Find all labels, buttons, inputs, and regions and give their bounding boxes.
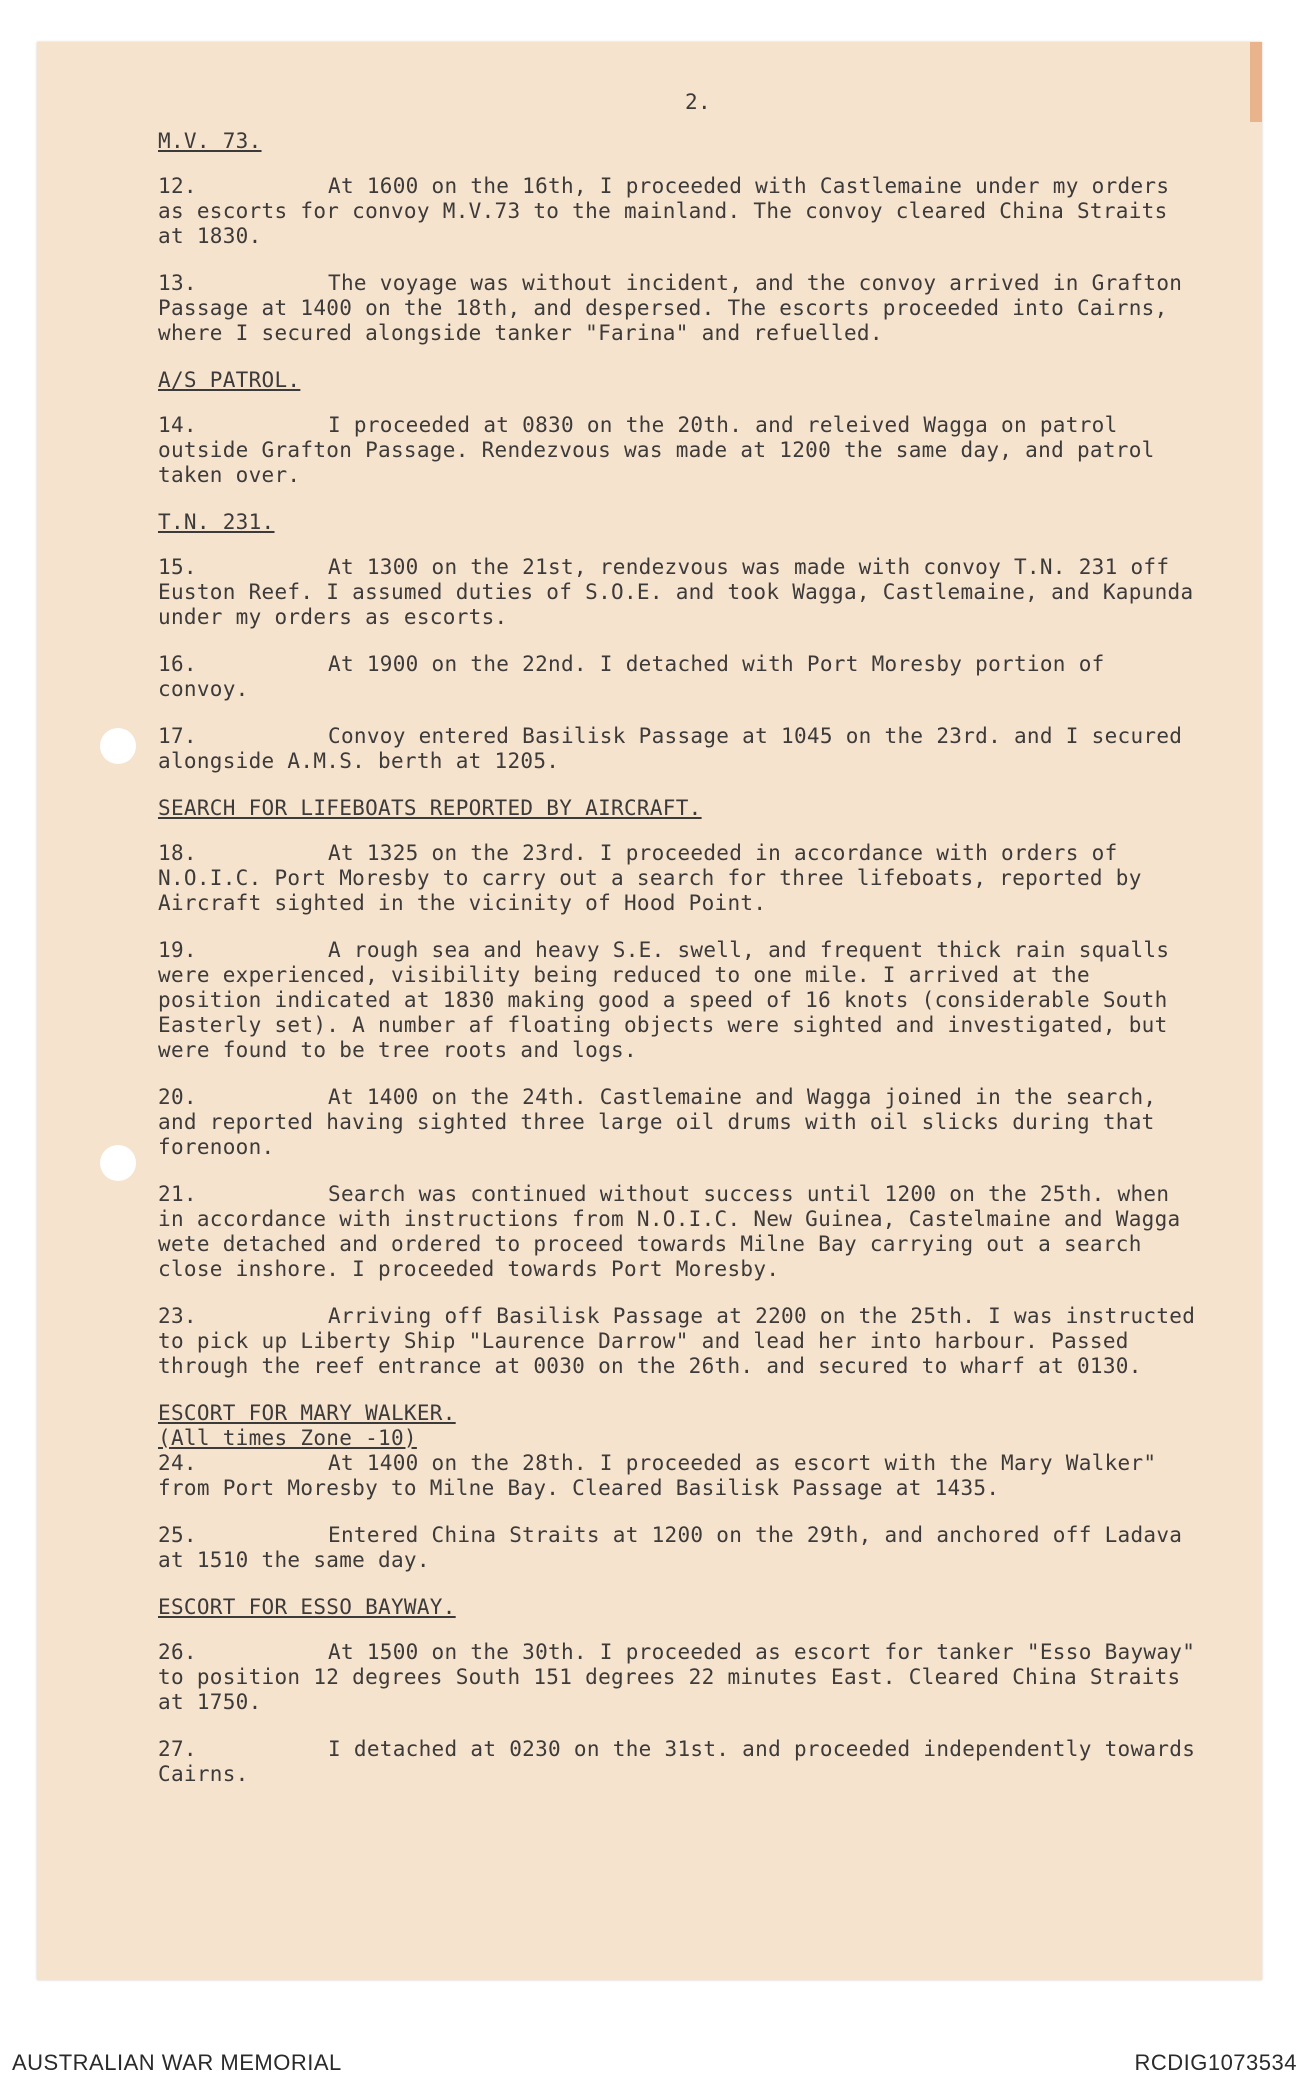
paragraph-text: At 1600 on the 16th, I proceeded with Castlemaine under my orders as escorts for convoy M.V.73 to the mainland. The convoy cleared China Straits at 1830. bbox=[158, 174, 1170, 248]
paragraph-number: 15. bbox=[158, 555, 197, 579]
paragraph-text: At 1400 on the 24th. Castlemaine and Wagga joined in the search, and reported having sighted three large oil drums with oil slicks during that forenoon. bbox=[158, 1085, 1157, 1159]
section-heading: ESCORT FOR ESSO BAYWAY. bbox=[158, 1595, 456, 1619]
footer-archive-name: AUSTRALIAN WAR MEMORIAL bbox=[12, 2050, 342, 2075]
section-heading: SEARCH FOR LIFEBOATS REPORTED BY AIRCRAFT. bbox=[158, 796, 702, 820]
paragraph-text: Convoy entered Basilisk Passage at 1045 on the 23rd. and I secured alongside A.M.S. berth at 1205. bbox=[158, 724, 1183, 773]
paragraph-text: Entered China Straits at 1200 on the 29th, and anchored off Ladava at 1510 the same day. bbox=[158, 1523, 1183, 1572]
paragraph-number: 27. bbox=[158, 1737, 197, 1761]
punch-hole-top bbox=[100, 728, 136, 764]
report-paragraph bbox=[158, 841, 1198, 916]
footer-record-id: RCDIG1073534 bbox=[1134, 2050, 1297, 2075]
page-number: 2. bbox=[685, 90, 711, 114]
paragraph-number: 18. bbox=[158, 841, 197, 865]
paragraph-text: I proceeded at 0830 on the 20th. and releived Wagga on patrol outside Grafton Passage. Rendezvous was made at 1200 the same day, and patrol taken over. bbox=[158, 413, 1155, 487]
report-paragraph bbox=[158, 938, 1198, 1063]
paragraph-number: 25. bbox=[158, 1523, 197, 1547]
paragraph-text: At 1325 on the 23rd. I proceeded in accordance with orders of N.O.I.C. Port Moresby to carry out a search for three lifeboats, reported by Aircraft sighted in the vicinity of Hood Point. bbox=[158, 841, 1142, 915]
section-heading: ESCORT FOR MARY WALKER. bbox=[158, 1401, 456, 1425]
section-heading: T.N. 231. bbox=[158, 510, 275, 534]
paragraph-number: 24. bbox=[158, 1451, 197, 1475]
paragraph-number: 14. bbox=[158, 413, 197, 437]
report-paragraph bbox=[158, 1304, 1198, 1379]
paragraph-number: 19. bbox=[158, 938, 197, 962]
typed-report bbox=[158, 90, 1198, 1809]
report-paragraph bbox=[158, 1085, 1198, 1160]
report-paragraph bbox=[158, 1737, 1198, 1787]
paragraph-number: 12. bbox=[158, 174, 197, 198]
report-paragraph bbox=[158, 174, 1198, 249]
report-body bbox=[158, 129, 1198, 1787]
paragraph-text: At 1900 on the 22nd. I detached with Port Moresby portion of convoy. bbox=[158, 652, 1105, 701]
paragraph-text: At 1400 on the 28th. I proceeded as escort with the Mary Walker" from Port Moresby to Milne Bay. Cleared Basilisk Passage at 1435. bbox=[158, 1451, 1157, 1500]
report-paragraph bbox=[158, 555, 1198, 630]
report-paragraph bbox=[158, 413, 1198, 488]
paragraph-text: Search was continued without success until 1200 on the 25th. when in accordance with instructions from N.O.I.C. New Guinea, Castelmaine and Wagga wete detached and ordered to proceed towards Milne Bay carrying out a search close inshore. I proceeded towards Port Moresby. bbox=[158, 1182, 1181, 1281]
report-paragraph bbox=[158, 724, 1198, 774]
page-edge-stain bbox=[1250, 42, 1262, 122]
paragraph-number: 16. bbox=[158, 652, 197, 676]
paragraph-text: At 1300 on the 21st, rendezvous was made with convoy T.N. 231 off Euston Reef. I assumed duties of S.O.E. and took Wagga, Castlemaine, and Kapunda under my orders as escorts. bbox=[158, 555, 1194, 629]
paragraph-text: A rough sea and heavy S.E. swell, and frequent thick rain squalls were experienced, visibility being reduced to one mile. I arrived at the position indicated at 1830 making good a speed of 16 knots (considerable South Easterly set). A number af floating objects were sighted and investigated, but were found to be tree roots and logs. bbox=[158, 938, 1170, 1062]
section-heading: M.V. 73. bbox=[158, 129, 262, 153]
paragraph-text: The voyage was without incident, and the convoy arrived in Grafton Passage at 1400 on the 18th, and despersed. The escorts proceeded into Cairns, where I secured alongside tanker "Farina" and refuelled. bbox=[158, 271, 1183, 345]
paragraph-number: 23. bbox=[158, 1304, 197, 1328]
report-paragraph bbox=[158, 271, 1198, 346]
paragraph-text: Arriving off Basilisk Passage at 2200 on the 25th. I was instructed to pick up Liberty Ship "Laurence Darrow" and lead her into harbour. Passed through the reef entrance at 0030 on the 26th. and secured to wharf at 0130. bbox=[158, 1304, 1196, 1378]
paragraph-number: 17. bbox=[158, 724, 197, 748]
paragraph-number: 26. bbox=[158, 1640, 197, 1664]
report-paragraph bbox=[158, 1182, 1198, 1282]
section-heading: A/S PATROL. bbox=[158, 368, 301, 392]
paragraph-number: 21. bbox=[158, 1182, 197, 1206]
paragraph-number: 13. bbox=[158, 271, 197, 295]
report-paragraph bbox=[158, 652, 1198, 702]
report-paragraph bbox=[158, 1640, 1198, 1715]
report-paragraph bbox=[158, 1451, 1198, 1501]
paragraph-number: 20. bbox=[158, 1085, 197, 1109]
paragraph-text: At 1500 on the 30th. I proceeded as escort for tanker "Esso Bayway" to position 12 degrees South 151 degrees 22 minutes East. Cleared China Straits at 1750. bbox=[158, 1640, 1196, 1714]
report-paragraph bbox=[158, 1523, 1198, 1573]
section-heading: (All times Zone -10) bbox=[158, 1426, 417, 1450]
punch-hole-bottom bbox=[100, 1145, 136, 1181]
paragraph-text: I detached at 0230 on the 31st. and proceeded independently towards Cairns. bbox=[158, 1737, 1196, 1786]
